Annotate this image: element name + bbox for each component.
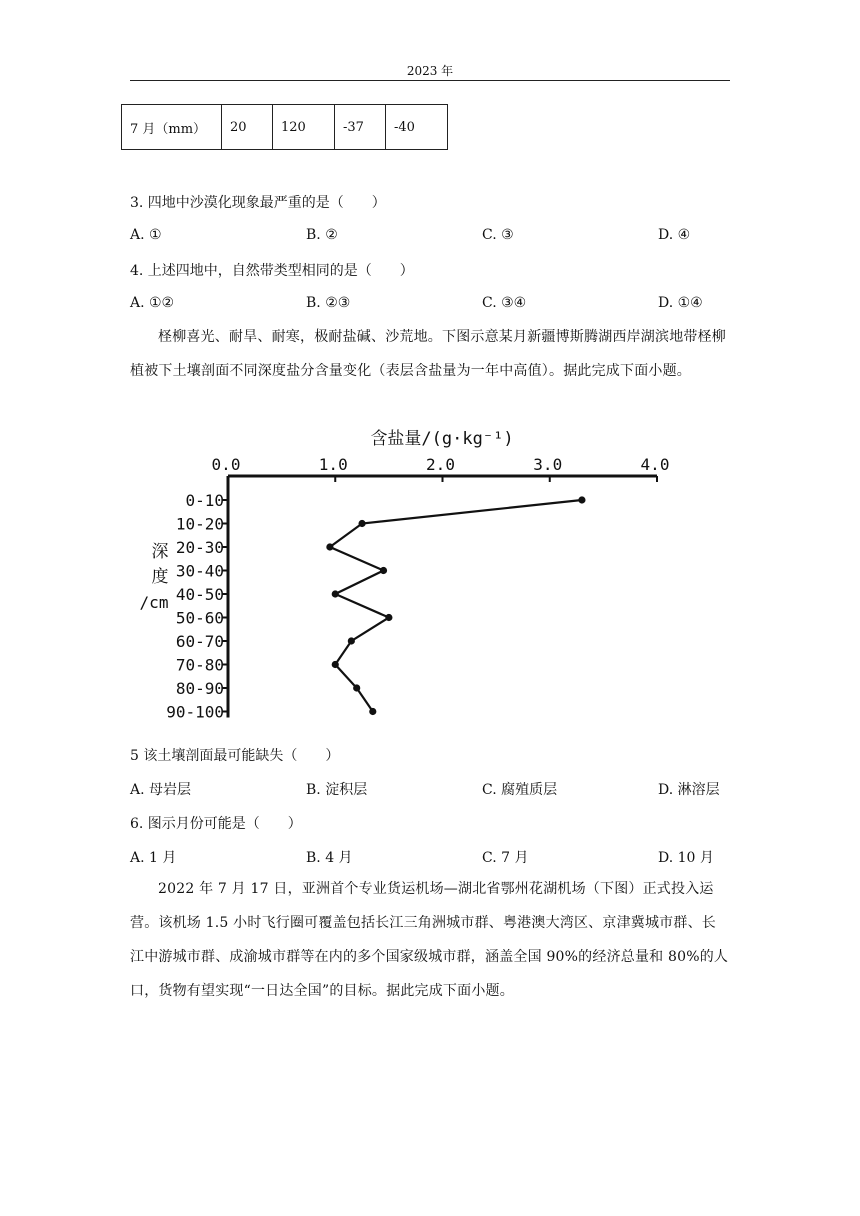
data-point (380, 567, 387, 574)
table-cell: -40 (386, 105, 448, 150)
question-3-stem: 3. 四地中沙漠化现象最严重的是（ ） (130, 195, 386, 211)
y-tick-label: 20-30 (175, 538, 224, 557)
question-4-option-b: B. ②③ (306, 295, 351, 311)
question-5-option-a: A. 母岩层 (130, 782, 192, 798)
y-axis-label-3: /cm (139, 593, 169, 612)
question-6-stem: 6. 图示月份可能是（ ） (130, 816, 302, 832)
data-point (385, 614, 392, 621)
data-point (369, 708, 376, 715)
table-cell: 20 (222, 105, 273, 150)
question-4-stem: 4. 上述四地中，自然带类型相同的是（ ） (130, 263, 414, 279)
y-tick-label: 70-80 (175, 655, 224, 675)
question-4-option-a: A. ①② (130, 295, 175, 311)
y-tick-label: 90-100 (166, 702, 224, 722)
table-cell: -37 (335, 105, 386, 150)
question-6-option-b: B. 4 月 (306, 850, 353, 866)
y-tick-label: 10-20 (175, 514, 224, 534)
question-6-option-d: D. 10 月 (658, 850, 714, 866)
question-3-option-a: A. ① (130, 227, 162, 243)
x-tick-label: 2.0 (426, 455, 455, 474)
data-point (353, 684, 360, 691)
chart-title: 含盐量/(g·kg⁻¹) (370, 429, 514, 449)
question-5-option-d: D. 淋溶层 (658, 782, 720, 798)
x-tick-label: 0.0 (211, 455, 241, 474)
precipitation-table (121, 104, 448, 150)
y-tick-label: 50-60 (175, 608, 224, 628)
header-divider (130, 80, 730, 81)
question-5-option-c: C. 腐殖质层 (482, 782, 558, 798)
y-tick-label: 60-70 (175, 632, 224, 651)
y-tick-label: 80-90 (175, 679, 224, 698)
data-point (332, 590, 339, 597)
question-3-option-d: D. ④ (658, 227, 691, 243)
question-6-option-a: A. 1 月 (130, 850, 177, 866)
passage-ezhou-airport: 2022 年 7 月 17 日，亚洲首个专业货运机场—湖北省鄂州花湖机场（下图）正式投入运营。该机场 1.5 小时飞行圈可覆盖包括长江三角洲城市群、粤港澳大湾区、京津冀城市群、长江中游城市群、成渝城市群等在内的多个国家级城市群，涵盖全国 90%的经济总量和 80%的人口，货物有望实现“一日达全国”的目标。据此完成下面小题。 (130, 881, 729, 999)
question-6-option-c: C. 7 月 (482, 850, 529, 866)
data-point (348, 637, 355, 644)
series-line (330, 500, 582, 712)
y-tick-label: 30-40 (175, 561, 224, 581)
data-point (358, 520, 365, 527)
question-4-option-c: C. ③④ (482, 295, 527, 311)
y-tick-label: 40-50 (175, 585, 224, 604)
x-tick-label: 1.0 (318, 455, 348, 474)
y-tick-label: 0-10 (185, 491, 224, 510)
question-5-option-b: B. 淀积层 (306, 782, 368, 798)
data-point (326, 543, 333, 550)
question-3-option-c: C. ③ (482, 227, 514, 243)
y-axis-label-1: 深 (151, 542, 169, 562)
question-3-option-b: B. ② (306, 227, 338, 243)
question-5-stem: 5 该土壤剖面最可能缺失（ ） (130, 748, 340, 764)
table-row (122, 105, 448, 150)
x-tick-label: 4.0 (640, 455, 670, 474)
question-4-option-d: D. ①④ (658, 295, 703, 311)
x-tick-label: 3.0 (533, 455, 563, 474)
table-cell: 120 (273, 105, 335, 150)
passage-tamarisk: 柽柳喜光、耐旱、耐寒，极耐盐碱、沙荒地。下图示意某月新疆博斯腾湖西岸湖滨地带柽柳植被下土壤剖面不同深度盐分含量变化（表层含盐量为一年中高值）。据此完成下面小题。 (130, 329, 726, 379)
table-cell-month: 7 月（mm） (122, 105, 222, 150)
data-point (332, 661, 339, 668)
page-header-year: 2023 年 (406, 64, 454, 78)
y-axis-label-2: 度 (151, 567, 169, 587)
salinity-depth-chart (130, 425, 690, 725)
data-point (578, 496, 585, 503)
